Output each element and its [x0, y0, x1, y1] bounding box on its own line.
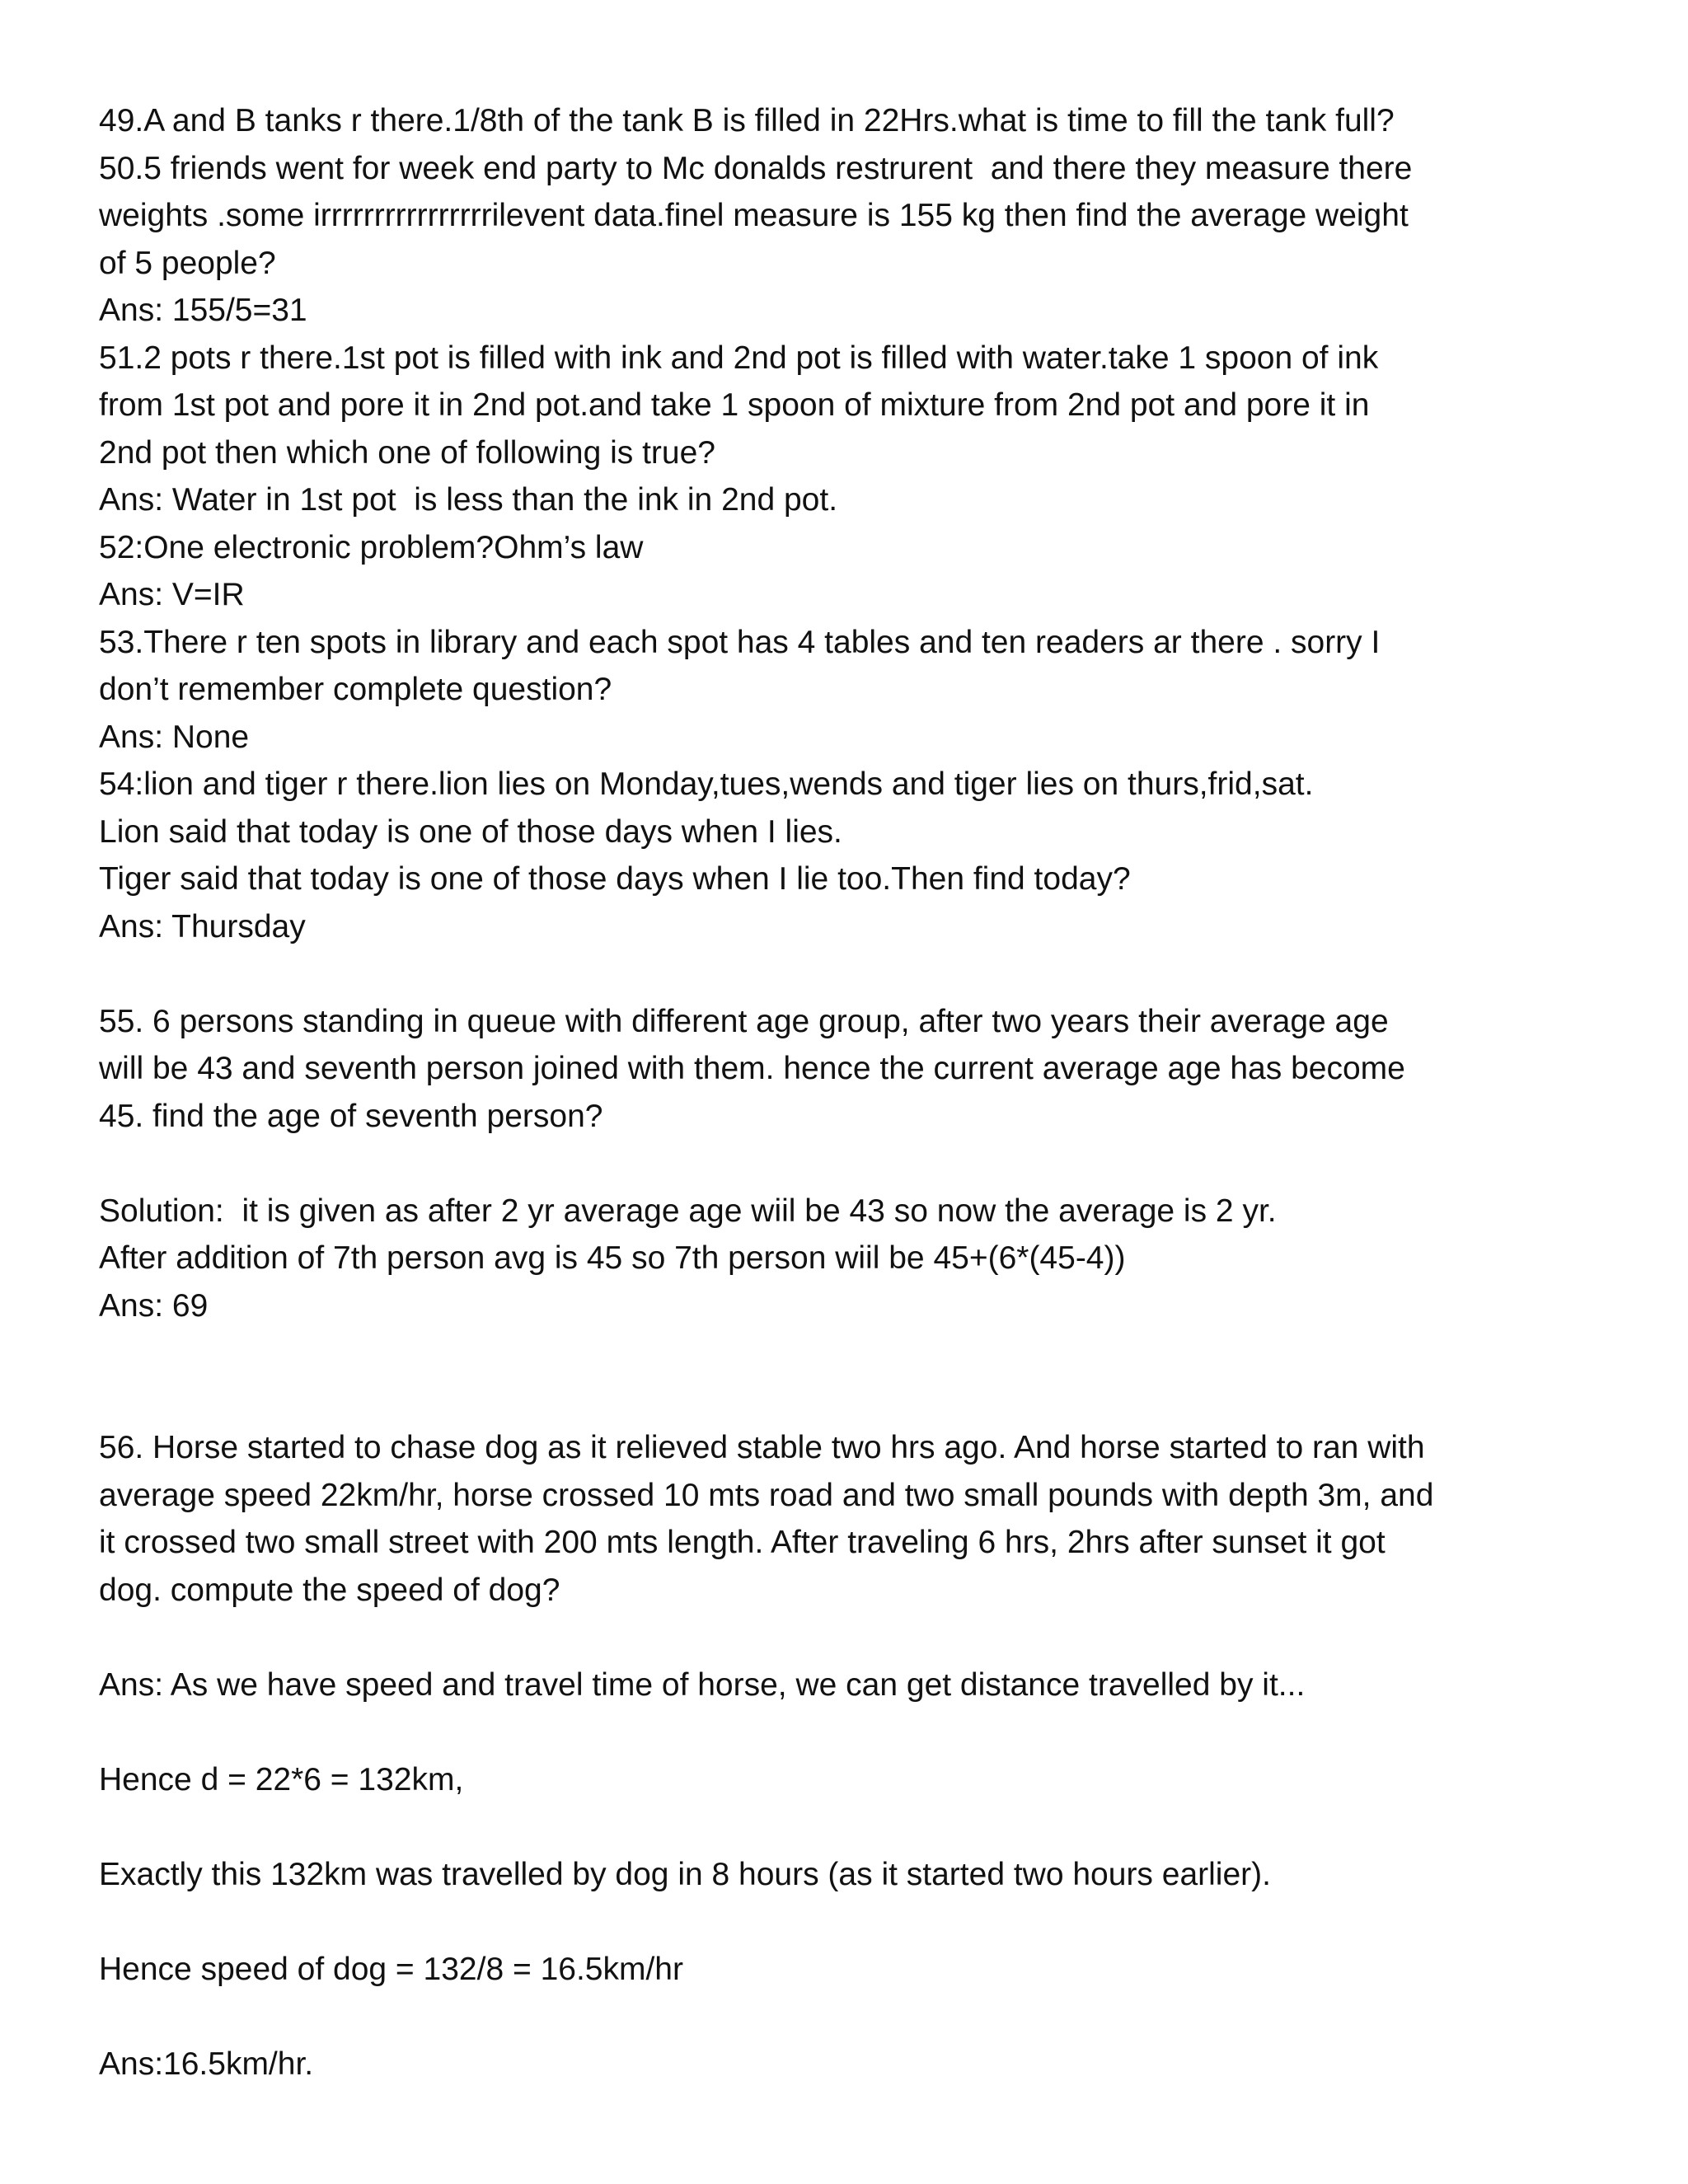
- question-55: [99, 998, 1615, 1330]
- question-56-text-line-4: dog. compute the speed of dog?: [99, 1572, 560, 1608]
- question-56: [99, 1424, 1615, 2088]
- question-53-text-line-2: don’t remember complete question?: [99, 672, 612, 707]
- question-50: [99, 145, 1615, 335]
- question-54: [99, 761, 1615, 950]
- question-51-text-line-3: 2nd pot then which one of following is true?: [99, 434, 715, 471]
- question-55-text-line-2: will be 43 and seventh person joined with them. hence the current average age has become: [99, 1051, 1405, 1086]
- spacer: [99, 1329, 1615, 1424]
- question-52-text: 52:One electronic problem?Ohm’s law: [99, 529, 644, 565]
- question-53: [99, 619, 1615, 762]
- question-54-text-line-3: Tiger said that today is one of those days when I lie too.Then find today?: [99, 861, 1131, 897]
- spacer: [99, 1140, 1615, 1188]
- question-55-solution-line-2: After addition of 7th person avg is 45 so 7th person wiil be 45+(6*(45-4)): [99, 1240, 1126, 1276]
- question-56-text-line-1: 56. Horse started to chase dog as it relieved stable two hrs ago. And horse started to ran with: [99, 1430, 1425, 1465]
- question-53-answer: Ans: None: [99, 719, 250, 755]
- question-51-text-line-2: from 1st pot and pore it in 2nd pot.and take 1 spoon of mixture from 2nd pot and pore it in: [99, 387, 1370, 423]
- question-49-text: 49.A and B tanks r there.1/8th of the tank B is filled in 22Hrs.what is time to fill the tank full?: [99, 103, 1395, 138]
- question-55-answer: Ans: 69: [99, 1287, 209, 1324]
- question-50-text-line-1: 50.5 friends went for week end party to Mc donalds restrurent and there they measure there: [99, 150, 1413, 186]
- question-55-text-line-3: 45. find the age of seventh person?: [99, 1098, 603, 1134]
- document-page: [99, 97, 1615, 2088]
- question-49: [99, 97, 1615, 145]
- spacer: [99, 1898, 1615, 1946]
- question-54-text-line-2: Lion said that today is one of those days when I lies.: [99, 813, 842, 850]
- question-56-step-2: Hence d = 22*6 = 132km,: [99, 1761, 464, 1797]
- question-55-solution-line-1: Solution: it is given as after 2 yr average age wiil be 43 so now the average is 2 yr.: [99, 1193, 1277, 1229]
- spacer: [99, 1993, 1615, 2041]
- spacer: [99, 1614, 1615, 1661]
- question-53-text-line-1: 53.There r ten spots in library and each spot has 4 tables and ten readers ar there . sorry I: [99, 624, 1381, 660]
- question-54-text-line-1: 54:lion and tiger r there.lion lies on Monday,tues,wends and tiger lies on thurs,frid,sat.: [99, 766, 1314, 802]
- question-52: [99, 524, 1615, 619]
- question-50-text-line-3: of 5 people?: [99, 245, 276, 281]
- question-55-text-line-1: 55. 6 persons standing in queue with different age group, after two years their average age: [99, 1003, 1389, 1039]
- question-56-answer: Ans:16.5km/hr.: [99, 2046, 314, 2082]
- question-56-text-line-2: average speed 22km/hr, horse crossed 10 mts road and two small pounds with depth 3m, and: [99, 1477, 1434, 1513]
- spacer: [99, 1708, 1615, 1756]
- question-50-answer: Ans: 155/5=31: [99, 293, 307, 328]
- question-50-text-line-2: weights .some irrrrrrrrrrrrrrrrilevent data.finel measure is 155 kg then find the average weight: [99, 198, 1409, 233]
- question-56-step-1: Ans: As we have speed and travel time of horse, we can get distance travelled by it...: [99, 1666, 1306, 1703]
- question-51-answer: Ans: Water in 1st pot is less than the ink in 2nd pot.: [99, 482, 838, 518]
- spacer: [99, 950, 1615, 998]
- question-51-text-line-1: 51.2 pots r there.1st pot is filled with ink and 2nd pot is filled with water.take 1 spoon of ink: [99, 340, 1379, 376]
- question-56-step-4: Hence speed of dog = 132/8 = 16.5km/hr: [99, 1951, 683, 1987]
- question-51: [99, 335, 1615, 524]
- question-56-step-3: Exactly this 132km was travelled by dog in 8 hours (as it started two hours earlier).: [99, 1856, 1271, 1892]
- spacer: [99, 1803, 1615, 1851]
- question-56-text-line-3: it crossed two small street with 200 mts length. After traveling 6 hrs, 2hrs after sunset it got: [99, 1525, 1386, 1560]
- question-52-answer: Ans: V=IR: [99, 577, 245, 612]
- question-54-answer: Ans: Thursday: [99, 908, 306, 944]
